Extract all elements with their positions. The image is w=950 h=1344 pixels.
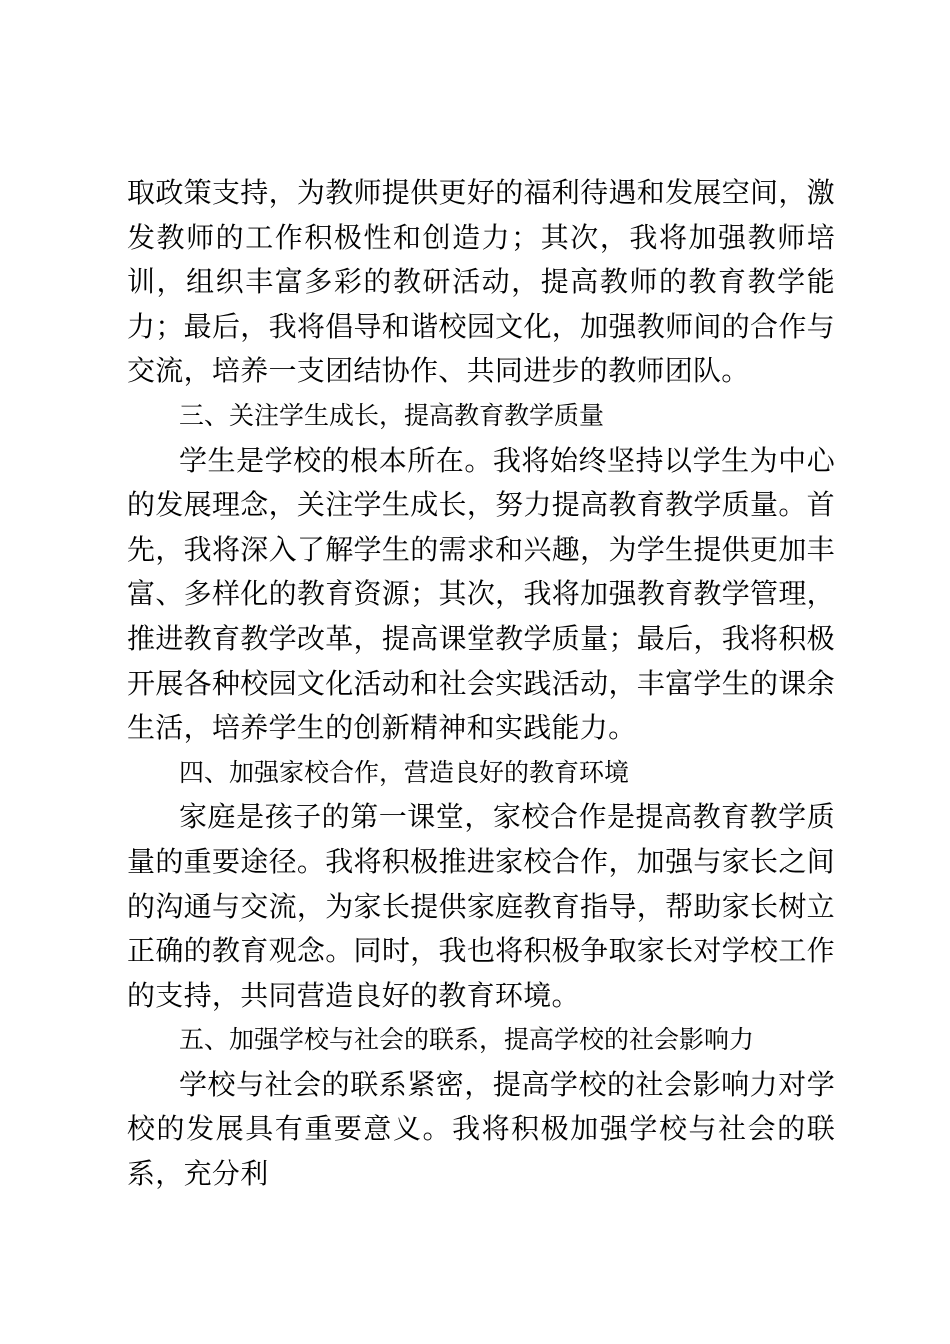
document-body xyxy=(127,171,835,1197)
section-heading-4: 四、加强家校合作，营造良好的教育环境 xyxy=(179,757,630,787)
paragraph-continuation: 取政策支持，为教师提供更好的福利待遇和发展空间，激发教师的工作积极性和创造力；其次，我将加强教师培训，组织丰富多彩的教研活动，提高教师的教育教学能力；最后，我将倡导和谐校园文化，加强教师间的合作与交流，培养一支团结协作、共同进步的教师团队。 xyxy=(127,176,835,388)
section-heading-3: 三、关注学生成长，提高教育教学质量 xyxy=(179,400,605,430)
paragraph-section-4: 家庭是孩子的第一课堂，家校合作是提高教育教学质量的重要途径。我将积极推进家校合作，加强与家长之间的沟通与交流，为家长提供家庭教育指导，帮助家长树立正确的教育观念。同时，我也将积极争取家长对学校工作的支持，共同营造良好的教育环境。 xyxy=(127,800,835,1012)
paragraph-section-5: 学校与社会的联系紧密，提高学校的社会影响力对学校的发展具有重要意义。我将积极加强学校与社会的联系，充分利 xyxy=(127,1067,835,1191)
section-heading-5: 五、加强学校与社会的联系，提高学校的社会影响力 xyxy=(179,1025,755,1055)
paragraph-section-3: 学生是学校的根本所在。我将始终坚持以学生为中心的发展理念，关注学生成长，努力提高教育教学质量。首先，我将深入了解学生的需求和兴趣，为学生提供更加丰富、多样化的教育资源；其次，我将加强教育教学管理，推进教育教学改革，提高课堂教学质量；最后，我将积极开展各种校园文化活动和社会实践活动，丰富学生的课余生活，培养学生的创新精神和实践能力。 xyxy=(127,443,835,745)
